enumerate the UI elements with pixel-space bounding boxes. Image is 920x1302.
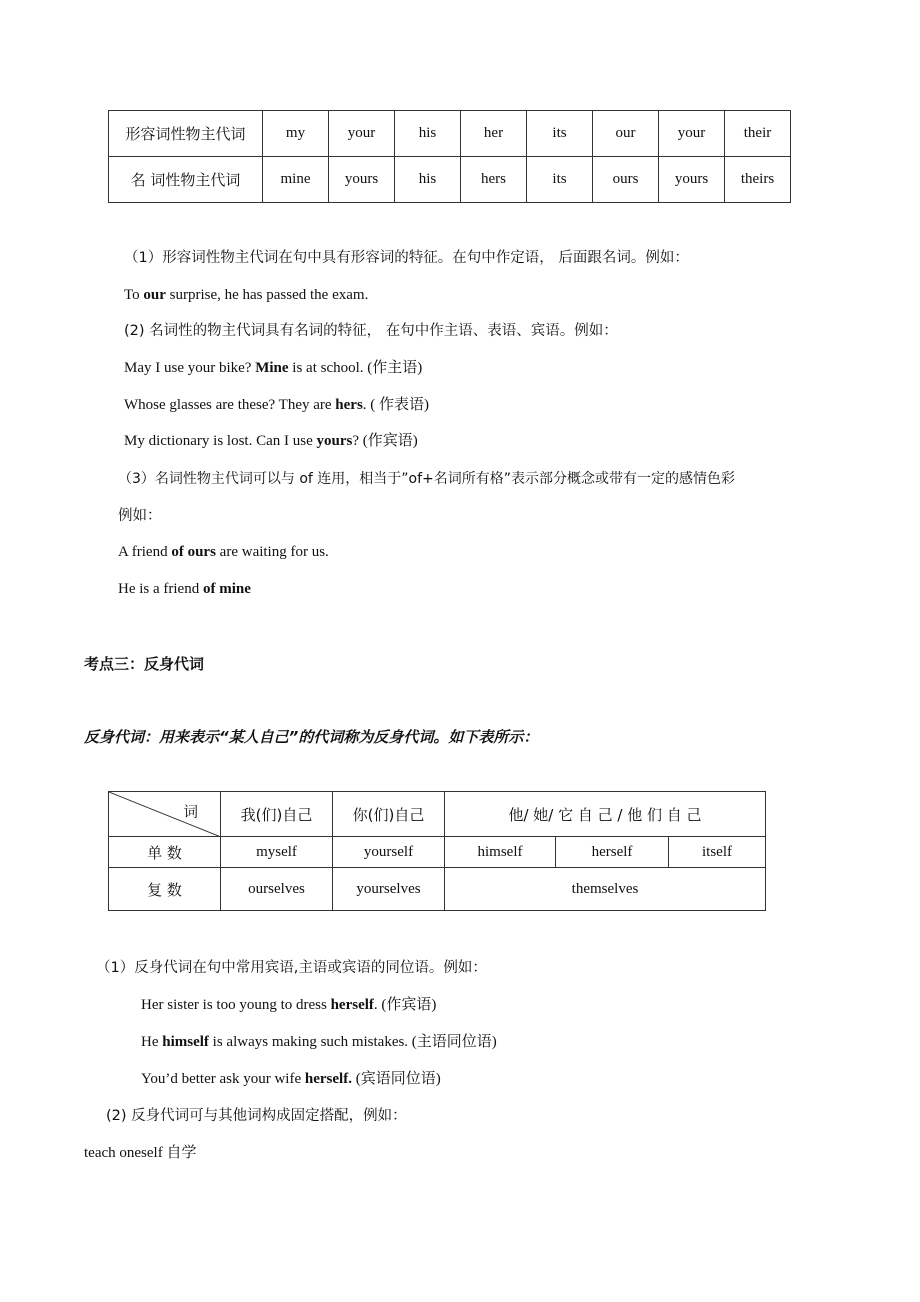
table-cell: themselves: [445, 868, 766, 911]
table-cell: its: [527, 157, 593, 203]
table-cell: himself: [445, 837, 556, 868]
example-7: Her sister is too young to dress herself. (作宾语): [141, 997, 437, 1013]
table-cell: your: [659, 111, 725, 157]
example-1: To our surprise, he has passed the exam.: [124, 287, 369, 303]
diagonal-line: [109, 792, 221, 837]
note-3: （3）名词性物主代词可以与 of 连用，相当于”of+名词所有格”表示部分概念或带有一定的感情色彩: [118, 471, 736, 487]
note-2: (2) 名词性的物主代词具有名词的特征， 在句中作主语、表语、宾语。例如：: [124, 323, 618, 339]
table-row: [109, 157, 791, 203]
table-cell: herself: [556, 837, 669, 868]
table-row: [109, 837, 766, 868]
table-row: [109, 868, 766, 911]
table-cell: her: [461, 111, 527, 157]
table-cell: hers: [461, 157, 527, 203]
table-cell: his: [395, 111, 461, 157]
table-cell: their: [725, 111, 791, 157]
table-cell: mine: [263, 157, 329, 203]
example-4: My dictionary is lost. Can I use yours? (作宾语): [124, 433, 418, 449]
table-cell: my: [263, 111, 329, 157]
table-cell: your: [329, 111, 395, 157]
header-cell: 我(们)自己: [221, 792, 333, 837]
note-4: （1）反身代词在句中常用宾语,主语或宾语的同位语。例如：: [96, 960, 487, 976]
table-cell: ours: [593, 157, 659, 203]
row-label: 复 数: [109, 868, 221, 911]
table-cell: yours: [659, 157, 725, 203]
table-cell: its: [527, 111, 593, 157]
reflexive-pronoun-table: [108, 791, 766, 911]
table-cell: yours: [329, 157, 395, 203]
table-row: [109, 111, 791, 157]
row-label: 名 词性物主代词: [109, 157, 263, 203]
table-cell: our: [593, 111, 659, 157]
example-3: Whose glasses are these? They are hers. ( 作表语): [124, 397, 430, 413]
table-cell: yourselves: [333, 868, 445, 911]
example-10: teach oneself 自学: [84, 1145, 197, 1161]
table-row: [109, 792, 766, 837]
row-label: 形容词性物主代词: [109, 111, 263, 157]
note-1: （1）形容词性物主代词在句中具有形容词的特征。在句中作定语， 后面跟名词。例如：: [124, 250, 689, 266]
table-cell: his: [395, 157, 461, 203]
note-5: (2) 反身代词可与其他词构成固定搭配，例如：: [106, 1108, 407, 1124]
table-cell: ourselves: [221, 868, 333, 911]
section-intro: 反身代词：用来表示“某人自己”的代词称为反身代词。如下表所示：: [84, 728, 539, 746]
example-9: You’d better ask your wife herself. (宾语同位语): [141, 1071, 441, 1087]
table-cell: yourself: [333, 837, 445, 868]
corner-cell: [109, 792, 221, 837]
header-cell: 他/ 她/ 它 自 己 / 他 们 自 己: [445, 792, 766, 837]
table-cell: itself: [669, 837, 766, 868]
section-heading: 考点三：反身代词: [84, 655, 205, 673]
example-6: He is a friend of mine: [118, 581, 251, 597]
example-2: May I use your bike? Mine is at school. (作主语): [124, 360, 423, 376]
possessive-pronoun-table: [108, 110, 791, 203]
row-label: 单 数: [109, 837, 221, 868]
example-5: A friend of ours are waiting for us.: [118, 544, 329, 560]
example-8: He himself is always making such mistakes. (主语同位语): [141, 1034, 497, 1050]
table-cell: theirs: [725, 157, 791, 203]
table-cell: myself: [221, 837, 333, 868]
corner-label: 词: [183, 805, 198, 821]
note-3-cont: 例如：: [118, 508, 162, 524]
header-cell: 你(们)自己: [333, 792, 445, 837]
